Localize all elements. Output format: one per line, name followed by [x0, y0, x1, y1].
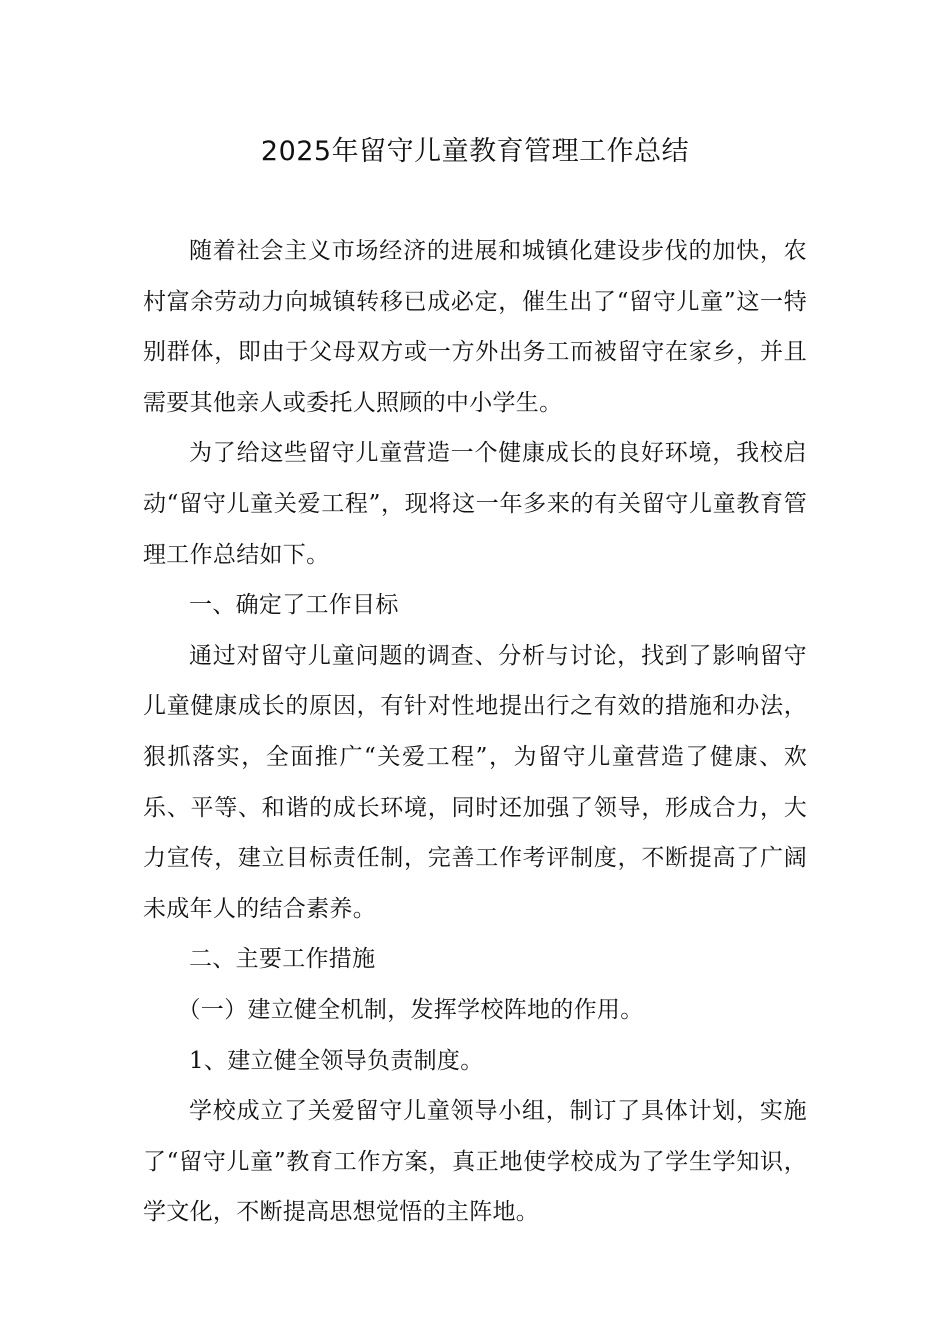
purpose-paragraph: 为了给这些留守儿童营造一个健康成长的良好环境，我校启动“留守儿童关爱工程”，现将这一年多来的有关留守儿童教育管理工作总结如下。	[143, 440, 807, 568]
item-heading-leadership: 1、建立健全领导负责制度。	[189, 1047, 484, 1074]
document-title: 2025年留守儿童教育管理工作总结	[260, 136, 690, 167]
goals-paragraph: 通过对留守儿童问题的调查、分析与讨论，找到了影响留守儿童健康成长的原因，有针对性地提出行之有效的措施和办法，狠抓落实，全面推广“关爱工程”，为留守儿童营造了健康、欢乐、平等、和谐的成长环境，同时还加强了领导，形成合力，大力宣传，建立目标责任制，完善工作考评制度，不断提高了广阔未成年人的结合素养。	[143, 642, 807, 922]
document-body	[143, 226, 807, 1238]
section-heading-goals: 一、确定了工作目标	[189, 592, 399, 619]
subsection-heading-mechanism: （一）建立健全机制，发挥学校阵地的作用。	[177, 996, 644, 1023]
section-heading-measures: 二、主要工作措施	[189, 946, 376, 973]
intro-paragraph: 随着社会主义市场经济的进展和城镇化建设步伐的加快，农村富余劳动力向城镇转移已成必定，催生出了“留守儿童”这一特别群体，即由于父母双方或一方外出务工而被留守在家乡，并且需要其他亲人或委托人照顾的中小学生。	[143, 238, 807, 416]
leadership-paragraph: 学校成立了关爱留守儿童领导小组，制订了具体计划，实施了“留守儿童”教育工作方案，真正地使学校成为了学生学知识，学文化，不断提高思想觉悟的主阵地。	[143, 1098, 807, 1226]
